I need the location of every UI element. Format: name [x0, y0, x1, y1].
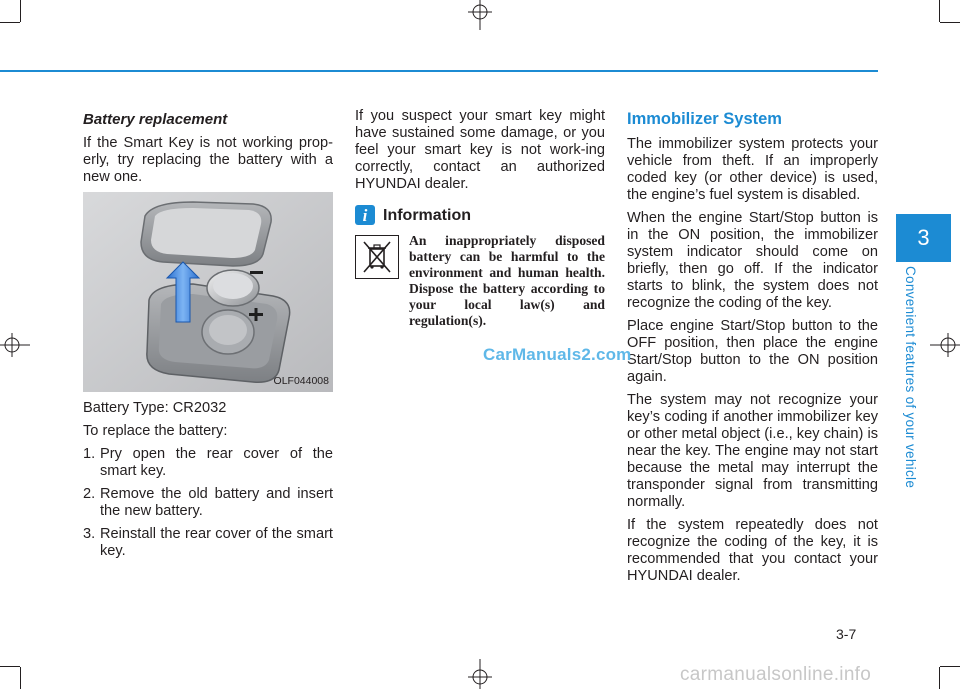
immobilizer-heading: Immobilizer System: [627, 110, 782, 128]
site-watermark: CarManuals2.com: [483, 345, 632, 364]
right-column: [627, 108, 878, 591]
crop-mark: [940, 22, 960, 23]
list-item: 3. Reinstall the rear cover of the smart key.: [83, 526, 333, 559]
registration-mark: [462, 0, 498, 36]
crop-mark: [939, 0, 940, 22]
footer-watermark: carmanualsonline.info: [680, 664, 872, 685]
battery-intro: If the Smart Key is not working prop-erly, try replacing the battery with a new one.: [83, 135, 333, 185]
smart-key-illustration: [83, 192, 333, 392]
crop-mark: [0, 22, 20, 23]
chapter-tab: 3: [896, 214, 951, 262]
crop-mark: [0, 666, 20, 667]
immobilizer-paragraph: Place engine Start/Stop button to the OFF position, then place the engine Start/Stop button to the ON position again.: [627, 318, 878, 385]
page-number: 3-7: [836, 626, 857, 642]
crop-mark: [939, 667, 940, 689]
information-title: Information: [383, 206, 471, 224]
immobilizer-paragraph: The system may not recognize your key’s coding if another immobilizer key or other metal object (i.e., key chain) is near the key. The engine may not start because the metal may interrupt the transponder signal from transmitting normally.: [627, 392, 878, 510]
registration-mark: [462, 653, 498, 689]
crop-mark: [20, 667, 21, 689]
list-item: 2. Remove the old battery and insert the new battery.: [83, 486, 333, 519]
information-text: An inappropriately disposed battery can be harmful to the environment and human health. Dispose the battery according to your local law(s) and regulation(s).: [409, 233, 605, 328]
crop-mark: [20, 0, 21, 22]
information-header: [355, 205, 605, 225]
smart-key-battery-photo: [83, 192, 333, 392]
immobilizer-paragraph: The immobilizer system protects your vehicle from theft. If an improperly coded key (or other device) is used, the engine’s fuel system is disabled.: [627, 136, 878, 203]
list-item: 1. Pry open the rear cover of the smart key.: [83, 446, 333, 479]
crop-mark: [940, 666, 960, 667]
registration-mark: [0, 327, 36, 363]
crossed-bin-icon: [355, 235, 399, 279]
chapter-title: Convenient features of your vehicle: [903, 266, 918, 489]
information-body: [355, 233, 605, 335]
replacement-steps: [83, 446, 333, 560]
replace-lead: To replace the battery:: [83, 423, 228, 439]
damage-paragraph: If you suspect your smart key might have sustained some damage, or you feel your smart key is not work-ing correctly, contact an authorized HYUNDAI dealer.: [355, 108, 605, 192]
header-rule: [0, 70, 878, 72]
middle-column: [355, 108, 605, 335]
figure-code: OLF044008: [273, 375, 329, 387]
left-column: [83, 108, 333, 566]
battery-type: Battery Type: CR2032: [83, 400, 227, 416]
info-icon: i: [355, 205, 375, 225]
immobilizer-paragraph: If the system repeatedly does not recognize the coding of the key, it is recommended that you contact your HYUNDAI dealer.: [627, 517, 878, 584]
battery-replacement-heading: Battery replacement: [83, 111, 228, 128]
immobilizer-paragraph: When the engine Start/Stop button is in the ON position, the immobilizer system indicator should come on briefly, then go off. If the indicator starts to blink, the system does not recognize the coding of the key.: [627, 210, 878, 311]
registration-mark: [924, 327, 960, 363]
